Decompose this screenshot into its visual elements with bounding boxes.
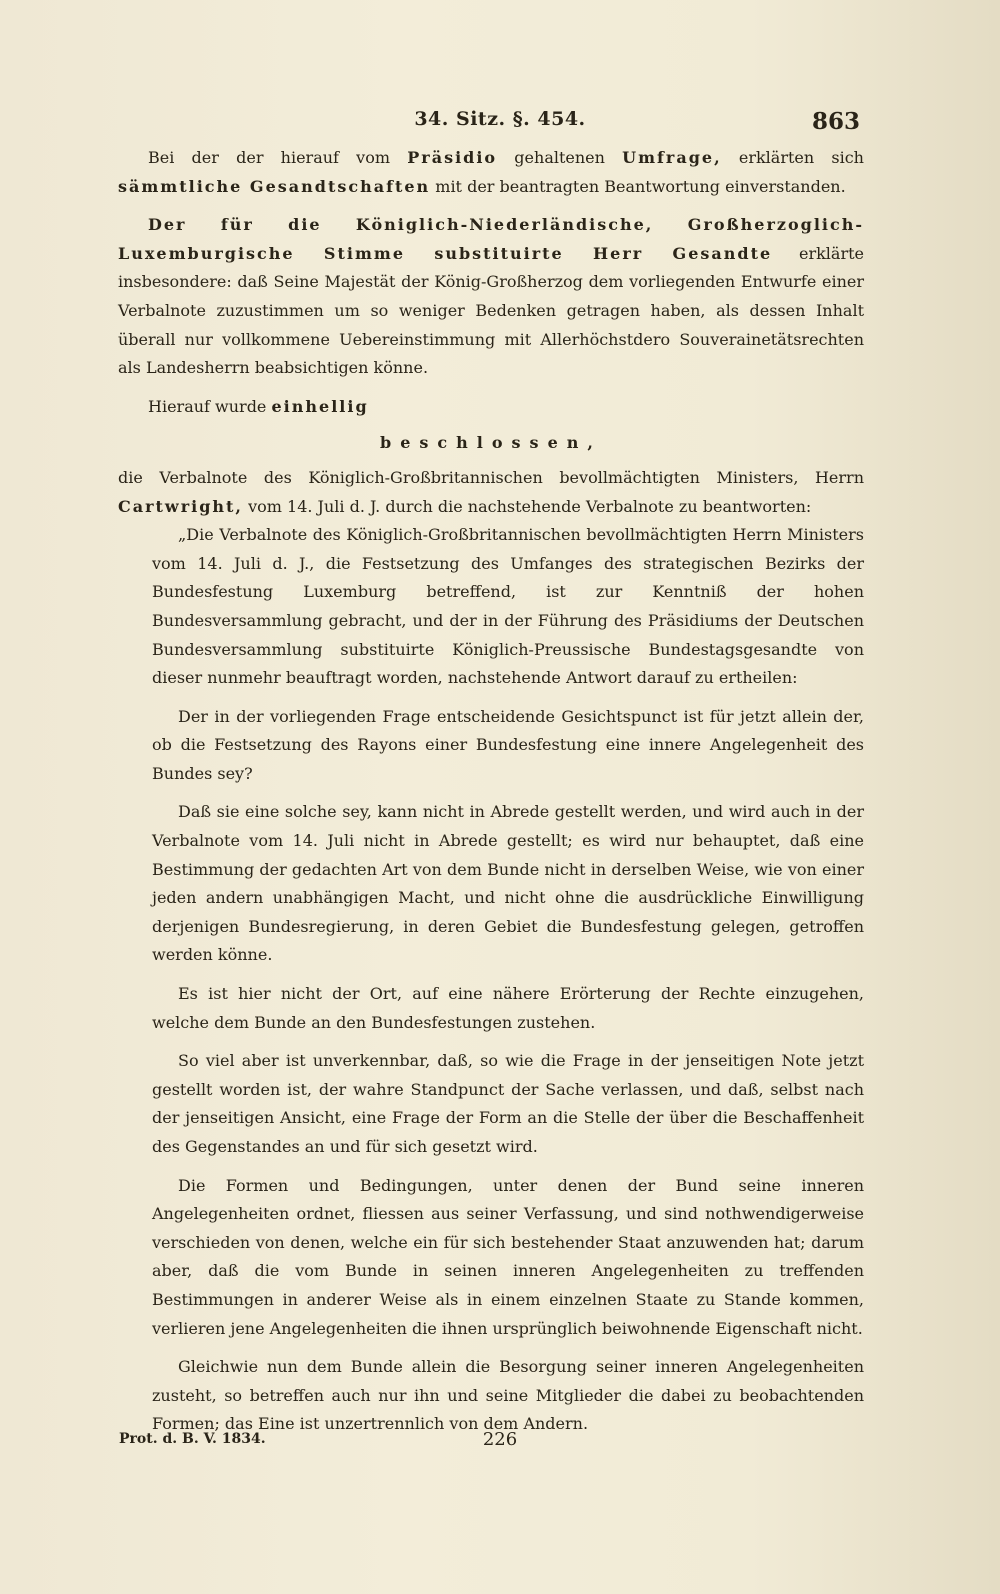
footer-source: Prot. d. B. V. 1834. — [119, 1431, 266, 1447]
quote-paragraph-7: Gleichwie nun dem Bunde allein die Besorgung seiner inneren Angelegenheiten zusteht, so betreffen auch nur ihn und seine Mitglieder die dabei zu beobachtenden Formen; das Eine ist unzertrennlich von dem Andern. — [152, 1357, 864, 1434]
emphasis-umfrage: Umfrage, — [622, 148, 722, 167]
footer-sheet-number: 226 — [482, 1429, 518, 1450]
paragraph-resolution — [118, 464, 864, 521]
emphasis-praesidio: Präsidio — [407, 148, 498, 167]
quote-paragraph-2: Der in der vorliegenden Frage entscheidende Gesichtspunct ist für jetzt allein der, ob die Festsetzung des Rayons einer Bundesfestung eine innere Angelegenheit des Bundes sey? — [152, 706, 864, 783]
paragraph-vote — [118, 144, 864, 201]
text-run: Hierauf wurde — [148, 396, 267, 416]
paragraph-luxemburg — [118, 211, 864, 383]
quote-paragraph-6: Die Formen und Bedingungen, unter denen der Bund seine inneren Angelegenheiten ordnet, fliessen aus seiner Verfassung, und sind nothwendigerweise verschieden von denen, welche ein für sich bestehender Staat anzuwenden hat; darum aber, daß die vom Bunde in seinen inneren Angelegenheiten zu treffenden Bestimmungen in anderer Weise als in einem einzelnen Staate zu Stande kommen, verlieren jene Angelegenheiten die ihnen ursprünglich beiwohnende Eigenschaft nicht. — [152, 1175, 864, 1338]
emphasis-gesandtschaften: sämmtliche Gesandtschaften — [118, 176, 431, 196]
quote-paragraph-1: „Die Verbalnote des Königlich-Großbritannischen bevollmächtigten Herrn Ministers vom 14. Juli d. J., die Festsetzung des Umfanges des strategischen Bezirks der Bundesfestung Luxemburg betreffend, ist zur Kenntniß der hohen Bundesversammlung gebracht, und der in der Führung des Präsidiums der Deutschen Bundesversammlung substituirte Königlich-Preussische Bundestagsgesandte von dieser nunmehr beauftragt worden, nachstehende Antwort darauf zu ertheilen: — [152, 525, 864, 688]
body-text — [118, 144, 864, 1439]
quote-paragraph-4: Es ist hier nicht der Ort, auf eine nähere Erörterung der Rechte einzugehen, welche dem Bunde an den Bundesfestungen zustehen. — [152, 984, 864, 1032]
resolution-heading: beschlossen, — [380, 433, 602, 453]
emphasis-einhellig: einhellig — [271, 396, 369, 416]
quote-paragraph-5: So viel aber ist unverkennbar, daß, so wie die Frage in der jenseitigen Note jetzt gestellt worden ist, der wahre Standpunct der Sache verlassen, und daß, selbst nach der jenseitigen Ansicht, eine Frage der Form an die Stelle der über die Beschaffenheit des Gegenstandes an und für sich gesetzt wird. — [152, 1051, 864, 1156]
text-run: mit der beantragten Beantwortung einverstanden. — [435, 176, 846, 196]
page-number: 863 — [811, 108, 860, 135]
emphasis-cartwright: Cartwright, — [118, 496, 243, 516]
paragraph-hierauf — [118, 393, 864, 422]
text-run: Bei der der hierauf vom — [148, 148, 391, 167]
text-run: vom 14. Juli d. J. durch die nachstehende Verbalnote zu beantworten: — [248, 496, 812, 516]
quote-paragraph-3: Daß sie eine solche sey, kann nicht in Abrede gestellt werden, und wird auch in der Verbalnote vom 14. Juli nicht in Abrede gestellt; es wird nur behauptet, daß eine Bestimmung der gedachten Art von dem Bunde nicht in derselben Weise, wie von einer jeden andern unabhängigen Macht, und nicht ohne die ausdrückliche Einwilligung derjenigen Bundesregierung, in deren Gebiet die Bundesfestung gelegen, getroffen werden könne. — [152, 802, 864, 965]
running-header: 34. Sitz. §. 454. — [414, 108, 586, 130]
text-run: erklärten sich — [738, 148, 864, 167]
emphasis-stimme: Der für die Königlich-Niederländische, Großherzoglich-Luxemburgische Stimme substituirte Herr Gesandte — [118, 215, 864, 263]
text-run: die Verbalnote des Königlich-Großbritannischen bevollmächtigten Ministers, Herrn — [118, 467, 864, 487]
text-run: erklärte insbesondere: daß Seine Majestät der König-Großherzog dem vorliegenden Entwurfe einer Verbalnote zuzustimmen um so weniger Bedenken getragen haben, als dessen Inhalt überall nur vollkommene Uebereinstimmung mit Allerhöchstdero Souverainetätsrechten als Landesherrn beabsichtigen könne. — [118, 243, 864, 378]
text-run: gehaltenen — [514, 148, 605, 167]
